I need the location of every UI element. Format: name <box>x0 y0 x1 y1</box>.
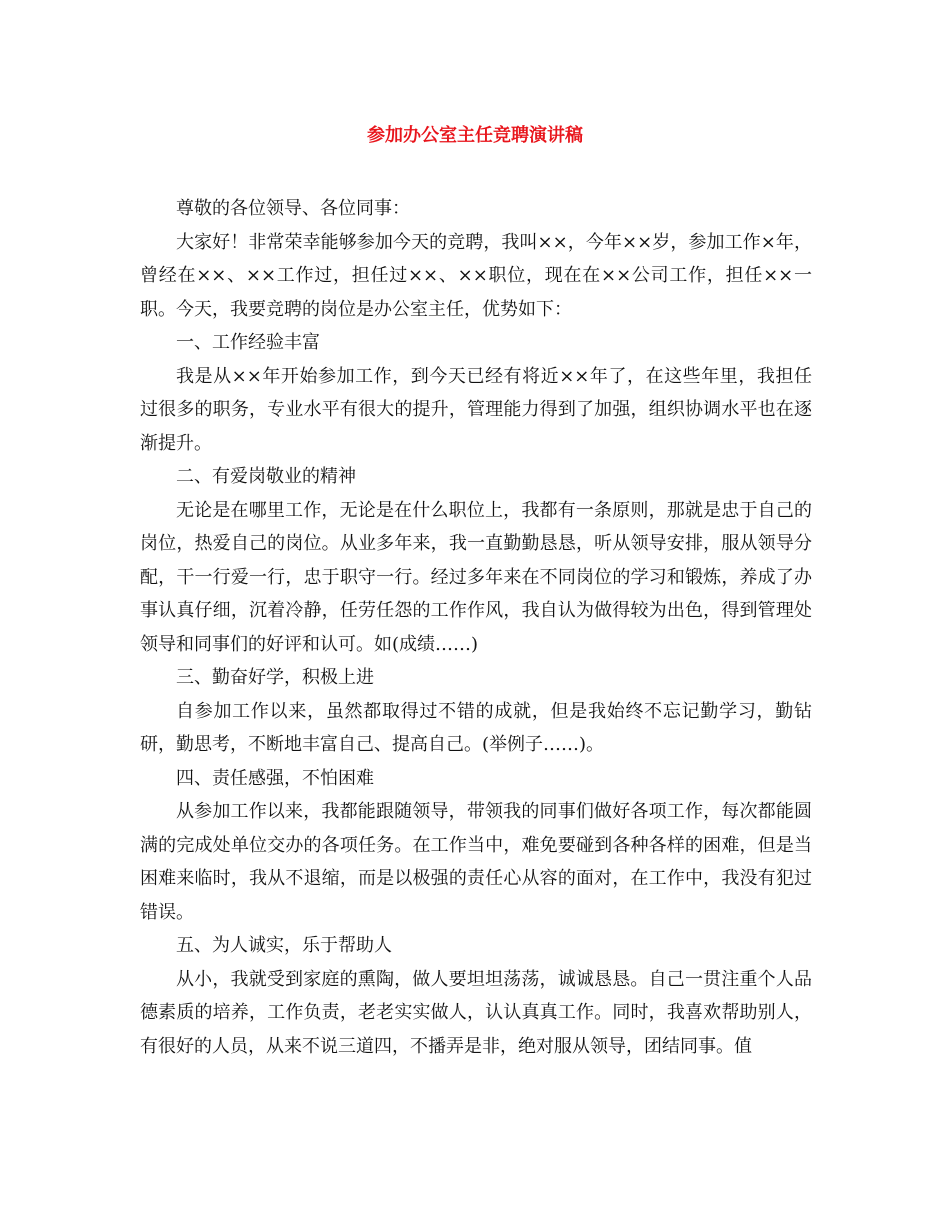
section-heading-3: 三、勤奋好学，积极上进 <box>176 667 374 688</box>
section-heading-5: 五、为人诚实，乐于帮助人 <box>176 935 392 956</box>
section-paragraph-2: 无论是在哪里工作，无论是在什么职位上，我都有一条原则，那就是忠于自己的岗位，热爱自己的岗位。从业多年来，我一直勤勤恳恳，听从领导安排，服从领导分配，干一行爱一行，忠于职守一行。经过多年来在不同岗位的学习和锻炼，养成了办事认真仔细，沉着冷静，任劳任怨的工作作风，我自认为做得较为出色，得到管理处领导和同事们的好评和认可。如(成绩……) <box>140 499 812 655</box>
section-paragraph-5: 从小，我就受到家庭的熏陶，做人要坦坦荡荡，诚诚恳恳。自己一贯注重个人品德素质的培养，工作负责，老老实实做人，认认真真工作。同时，我喜欢帮助别人，有很好的人员，从来不说三道四，不播弄是非，绝对服从领导，团结同事。值 <box>140 968 812 1057</box>
section-heading-2: 二、有爱岗敬业的精神 <box>176 466 356 487</box>
section-paragraph-1: 我是从××年开始参加工作，到今天已经有将近××年了，在这些年里，我担任过很多的职务，专业水平有很大的提升，管理能力得到了加强，组织协调水平也在逐渐提升。 <box>140 365 812 454</box>
section-paragraph-3: 自参加工作以来，虽然都取得过不错的成就，但是我始终不忘记勤学习，勤钻研，勤思考，不断地丰富自己、提高自己。(举例子……)。 <box>140 700 812 755</box>
document-title: 参加办公室主任竞聘演讲稿 <box>367 125 583 146</box>
salutation: 尊敬的各位领导、各位同事： <box>176 198 410 219</box>
section-heading-1: 一、工作经验丰富 <box>176 332 320 353</box>
intro-paragraph: 大家好！非常荣幸能够参加今天的竞聘，我叫××，今年××岁，参加工作×年，曾经在××、××工作过，担任过××、××职位，现在在××公司工作，担任××一职。今天，我要竞聘的岗位是办公室主任，优势如下： <box>140 231 812 320</box>
section-heading-4: 四、责任感强，不怕困难 <box>176 767 374 789</box>
document-body <box>140 192 812 1063</box>
section-paragraph-4: 从参加工作以来，我都能跟随领导，带领我的同事们做好各项工作，每次都能圆满的完成处单位交办的各项任务。在工作当中，难免要碰到各种各样的困难，但是当困难来临时，我从不退缩，而是以极强的责任心从容的面对，在工作中，我没有犯过错误。 <box>140 801 812 923</box>
